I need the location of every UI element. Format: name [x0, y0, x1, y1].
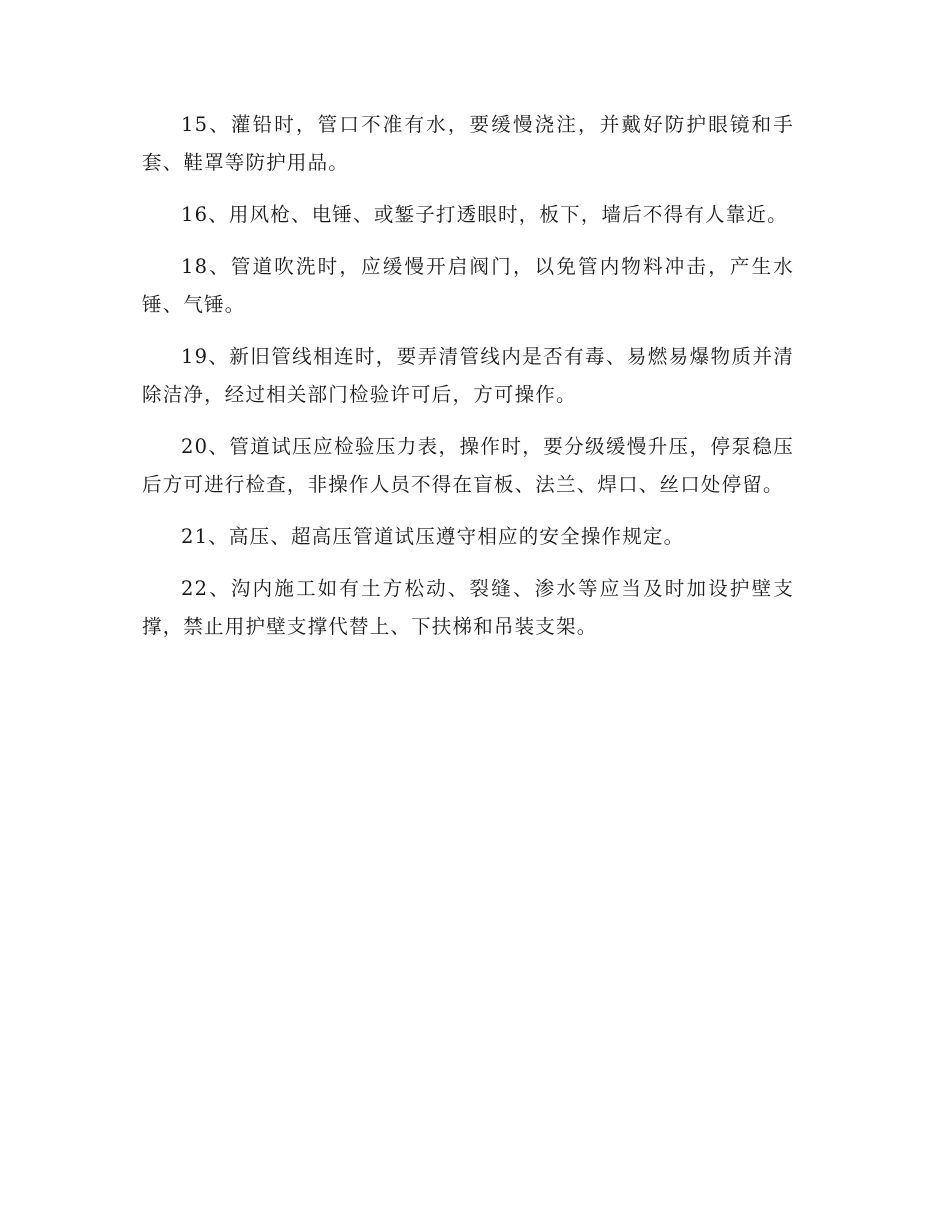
paragraph-21: 21、高压、超高压管道试压遵守相应的安全操作规定。	[181, 525, 685, 548]
paragraph-19: 19、新旧管线相连时，要弄清管线内是否有毒、易燃易爆物质并清除洁净，经过相关部门检验许可后，方可操作。	[142, 345, 794, 406]
paragraph-15: 15、灌铅时，管口不准有水，要缓慢浇注，并戴好防护眼镜和手套、鞋罩等防护用品。	[142, 113, 794, 174]
paragraph-20: 20、管道试压应检验压力表，操作时，要分级缓慢升压，停泵稳压后方可进行检查，非操作人员不得在盲板、法兰、焊口、丝口处停留。	[142, 435, 794, 496]
paragraph-18: 18、管道吹洗时，应缓慢开启阀门，以免管内物料冲击，产生水锤、气锤。	[142, 255, 794, 316]
paragraph-22: 22、沟内施工如有土方松动、裂缝、渗水等应当及时加设护壁支撑，禁止用护壁支撑代替上、下扶梯和吊装支架。	[142, 577, 794, 638]
document-body	[142, 106, 794, 660]
paragraph-16: 16、用风枪、电锤、或錾子打透眼时，板下，墙后不得有人靠近。	[181, 203, 788, 226]
